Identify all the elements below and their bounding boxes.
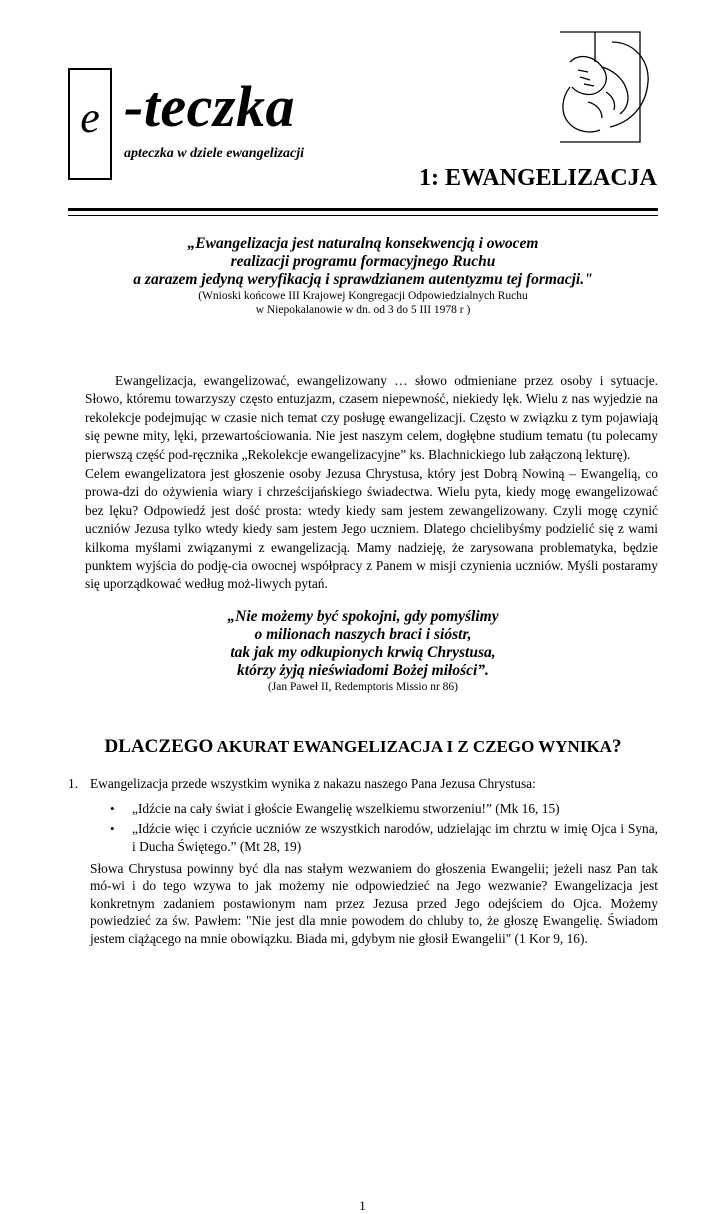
quote-line: „Ewangelizacja jest naturalną konsekwencją i owocem — [187, 235, 539, 252]
logo-letter: e — [80, 93, 100, 142]
quote-source: (Wnioski końcowe III Krajowej Kongregacji Odpowiedzialnych Ruchu — [198, 290, 528, 302]
bullet-icon: • — [110, 821, 115, 836]
quote-source: (Jan Paweł II, Redemptoris Missio nr 86) — [267, 681, 459, 693]
opening-quote — [68, 235, 658, 317]
section-heading — [68, 736, 658, 758]
header-rule-thin — [68, 215, 658, 216]
quote-line: którzy żyją nieświadomi Bożej miłości”. — [237, 662, 489, 679]
quote-line: a zarazem jedyną weryfikacją i sprawdzianem autentyzmu tej formacji." — [133, 271, 593, 288]
brand-subtitle: apteczka w dziele ewangelizacji — [124, 146, 305, 161]
bullet-item: „Idźcie na cały świat i głoście Ewangelię wszelkiemu stworzeniu!” (Mk 16, 15) — [132, 801, 560, 816]
list-text: Ewangelizacja przede wszystkim wynika z nakazu naszego Pana Jezusa Chrystusa: — [90, 776, 536, 791]
quote-source: w Niepokalanowie w dn. od 3 do 5 III 1978 r ) — [255, 304, 471, 316]
goal-paragraph: Celem ewangelizatora jest głoszenie osoby Jezusa Chrystusa, który jest Dobrą Nowiną – Ewangelią, co prowa-dzi do ożywienia wiary i chrześcijańskiego świadectwa. Wielu pyta, kiedy mogę ewangelizować bez lęku? Odpowiedź jest dość prosta: wtedy kiedy sam jestem zewangelizowany. Czyli mogę czynić uczniów Jezusa tylko wtedy kiedy sam jestem Jego uczniem. Dlatego chcielibyśmy podzielić się z wami kilkoma myślami związanymi z ewangelizacją. Mamy nadzieję, że zarysowana problematyka, będzie punktem wyjścia do podję-cia owocnej współpracy z Panem w misji czynienia uczniów. Myśli postaramy się uporządkować według moż-liwych pytań. — [85, 466, 658, 592]
bullet-item: „Idźcie więc i czyńcie uczniów ze wszystkich narodów, udzielając im chrztu w imię Ojca i Syna, i Ducha Świętego.” (Mt 28, 19) — [132, 821, 658, 854]
heading-initial: D — [104, 736, 119, 757]
hands-icon — [540, 22, 660, 152]
heading-word: LACZEGO — [118, 736, 214, 757]
heading-question-mark: ? — [611, 736, 622, 757]
intro-paragraph: Ewangelizacja, ewangelizować, ewangelizowany … słowo odmieniane przez osoby i sytuacje. Słowo, któremu towarzyszy często entuzjazm, czasem niepewność, niekiedy lęk. Wielu z nas wyjedzie na rekolekcje podejmując w czasie nich temat czy posługę ewangelizacji. Często w związku z tym pojawiają się pewne mity, lęki, przewartościowania. Nie jest naszym celem, dogłębne studium tematu (tu polecamy pierwszą część pod-ręcznika „Rekolekcje ewangelizacyjne” ks. Blachnickiego lub załączoną lekturę). — [85, 373, 658, 462]
brand-title: -teczka — [124, 74, 295, 139]
quote-line: tak jak my odkupionych krwią Chrystusa, — [230, 644, 496, 661]
page-number: 1 — [359, 1198, 366, 1213]
quote-line: realizacji programu formacyjnego Ruchu — [230, 253, 496, 270]
section-title: 1: EWANGELIZACJA — [418, 165, 657, 191]
papal-quote — [68, 608, 658, 694]
quote-line: o milionach naszych braci i sióstr, — [254, 626, 472, 643]
list-number: 1. — [68, 776, 79, 791]
header-rule-thick — [68, 208, 658, 211]
bullet-icon: • — [110, 801, 115, 816]
heading-rest: AKURAT EWANGELIZACJA I Z CZEGO WYNIKA — [213, 737, 612, 756]
quote-line: „Nie możemy być spokojni, gdy pomyślimy — [227, 608, 499, 625]
closing-paragraph: Słowa Chrystusa powinny być dla nas stałym wezwaniem do głoszenia Ewangelii; jeżeli nasz Pan tak mó-wi i do tego wzywa to jak możemy nie odpowiedzieć na Jego wezwanie? Ewangelizacja jest konkretnym zadaniem postawionym nam przez Jezusa przed Jego odejściem do Ojca. Możemy powiedzieć za św. Pawłem: "Nie jest dla mnie powodem do chluby to, że głoszę Ewangelię. Świadom jestem ciążącego na mnie obowiązku. Biada mi, gdybym nie głosił Ewangelii" (1 Kor 9, 16). — [90, 861, 658, 946]
